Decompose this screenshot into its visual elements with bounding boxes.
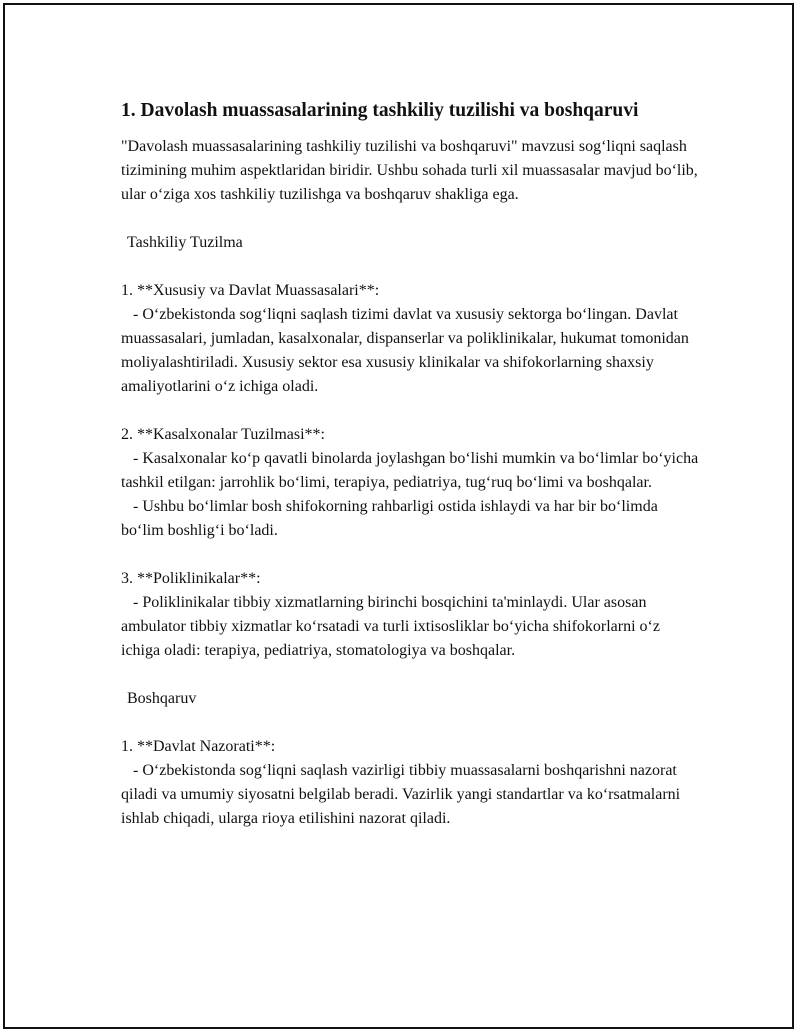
document-page [3,3,794,1029]
section-heading-tashkiliy-tuzilma: Tashkiliy Tuzilma [127,234,243,251]
list-item-bullet: - Kasalxonalar ko‘p qavatli binolarda joylashgan bo‘lishi mumkin va bo‘limlar bo‘yicha tashkil etilgan: jarrohlik bo‘limi, terapiya, pediatriya, tug‘ruq bo‘limi va boshqalar. [121,450,703,491]
list-item [121,279,701,399]
intro-paragraph: "Davolash muassasalarining tashkiliy tuzilishi va boshqaruvi" mavzusi sog‘liqni saqlash tizimining muhim aspektlaridan biridir. Ushbu sohada turli xil muassasalar mavjud bo‘lib, ular o‘ziga xos tashkiliy tuzilishga va boshqaruv shakliga ega. [121,138,702,203]
list-item [121,423,701,543]
list-item-heading: 2. **Kasalxonalar Tuzilmasi**: [121,426,325,443]
list-item [121,567,701,663]
section-heading-boshqaruv: Boshqaruv [127,690,197,707]
list-item-heading: 1. **Xususiy va Davlat Muassasalari**: [121,282,380,299]
list-item-heading: 3. **Poliklinikalar**: [121,570,261,587]
document-title: 1. Davolash muassasalarining tashkiliy tuzilishi va boshqaruvi [121,100,639,121]
list-item-bullet: - Poliklinikalar tibbiy xizmatlarning birinchi bosqichini ta'minlaydi. Ular asosan ambulator tibbiy xizmatlar ko‘rsatadi va turli ixtisosliklar bo‘yicha shifokorlarni o‘z ichiga oladi: terapiya, pediatriya, stomatologiya va boshqalar. [121,594,664,659]
document-content [121,97,701,855]
list-item-bullet: - Ushbu bo‘limlar bosh shifokorning rahbarligi ostida ishlaydi va har bir bo‘limda bo‘lim boshlig‘i bo‘ladi. [121,498,662,539]
list-item-bullet: - O‘zbekistonda sog‘liqni saqlash vazirligi tibbiy muassasalarni boshqarishni nazorat qiladi va umumiy siyosatni belgilab beradi. Vazirlik yangi standartlar va ko‘rsatmalarni ishlab chiqadi, ularga rioya etilishini nazorat qiladi. [121,762,685,827]
list-item [121,735,701,831]
list-item-bullet: - O‘zbekistonda sog‘liqni saqlash tizimi davlat va xususiy sektorga bo‘lingan. Davlat muassasalari, jumladan, kasalxonalar, dispanserlar va poliklinikalar, hukumat tomonidan moliyalashtiriladi. Xususiy sektor esa xususiy klinikalar va shifokorlarning shaxsiy amaliyotlarini o‘z ichiga oladi. [121,306,693,395]
list-item-heading: 1. **Davlat Nazorati**: [121,738,276,755]
